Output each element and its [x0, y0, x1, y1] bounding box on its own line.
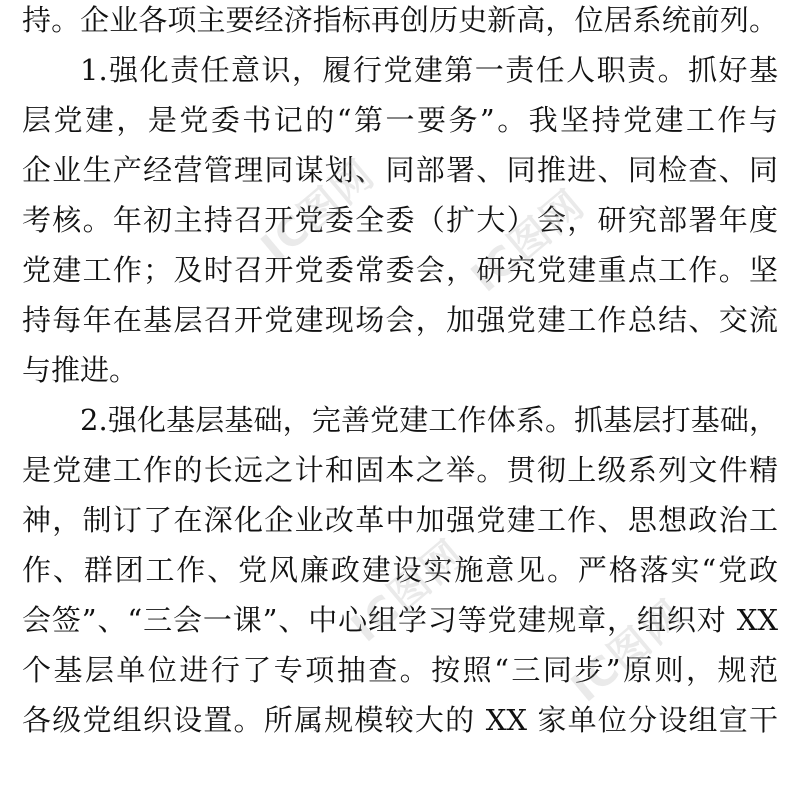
- watermark: IC图网: [562, 591, 694, 712]
- text-line: 党建工作；及时召开党委常委会，研究党建重点工作。坚: [22, 253, 778, 287]
- paragraph-1-start: 1.强化责任意识，履行党建第一责任人职责。抓好基: [80, 53, 778, 87]
- text-line: 层党建，是党委书记的“第一要务”。我坚持党建工作与: [22, 103, 778, 137]
- watermark: IC图网: [252, 151, 384, 272]
- text-line: 作、群团工作、党风廉政建设实施意见。严格落实“党政: [22, 553, 778, 587]
- paragraph-2-start: 2.强化基层基础，完善党建工作体系。抓基层打基础，: [80, 403, 778, 437]
- text-line: 个基层单位进行了专项抽查。按照“三同步”原则，规范: [22, 653, 778, 687]
- watermark: IC图网: [342, 531, 474, 652]
- text-line: 企业生产经营管理同谋划、同部署、同推进、同检查、同: [22, 153, 778, 187]
- text-line: 持。企业各项主要经济指标再创历史新高，位居系统前列。: [22, 3, 778, 37]
- text-line: 神，制订了在深化企业改革中加强党建工作、思想政治工: [22, 503, 778, 537]
- text-line: 持每年在基层召开党建现场会，加强党建工作总结、交流: [22, 303, 778, 337]
- watermark: IC图网: [462, 181, 594, 302]
- text-line: 考核。年初主持召开党委全委（扩大）会，研究部署年度: [22, 203, 778, 237]
- text-line: 会签”、“三会一课”、中心组学习等党建规章，组织对 XX: [22, 603, 778, 637]
- text-line: 各级党组织设置。所属规模较大的 XX 家单位分设组宣干: [22, 703, 778, 737]
- text-line: 是党建工作的长远之计和固本之举。贯彻上级系列文件精: [22, 453, 778, 487]
- text-line: 与推进。: [22, 353, 139, 387]
